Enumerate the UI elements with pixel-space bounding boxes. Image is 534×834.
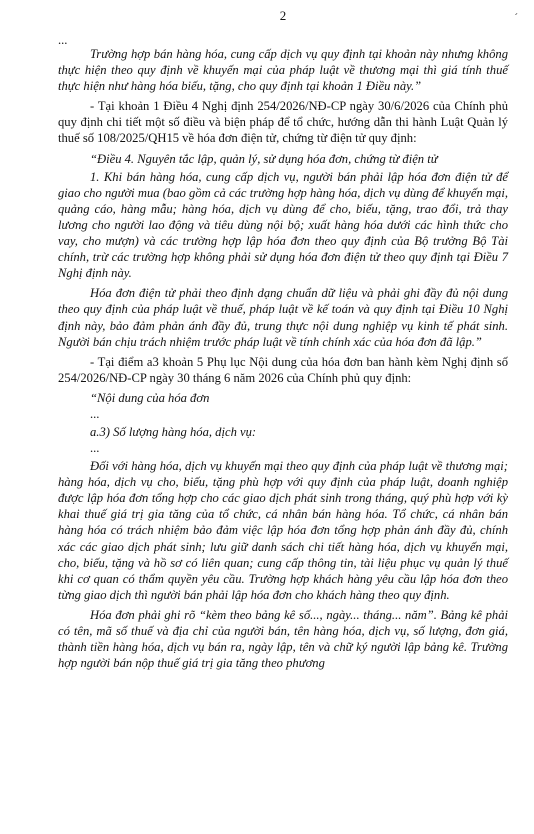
body-paragraph: - Tại khoản 1 Điều 4 Nghị định 254/2026/NĐ-CP ngày 30/6/2026 của Chính phủ quy định chi tiết một số điều và biện pháp để tổ chức, hướng dẫn thi hành Luật Quản lý thuế số 108/2025/QH15 về hóa đơn điện tử, chứng từ điện tử quy định: xyxy=(58,99,508,146)
quoted-paragraph: Hóa đơn phải ghi rõ “kèm theo bảng kê số..., ngày... tháng... năm”. Bảng kê phải có tên, mã số thuế và địa chỉ của người bán, tên hàng hóa, dịch vụ, số lượng, đơn giá, thành tiền hàng hóa, dịch vụ bán ra, ngày lập, tên và chữ ký người lập bảng kê. Trường hợp người bán nộp thuế giá trị gia tăng theo phương xyxy=(58,607,508,671)
body-paragraph: - Tại điểm a3 khoản 5 Phụ lục Nội dung của hóa đơn ban hành kèm Nghị định số 254/2026/NĐ-CP ngày 30 tháng 6 năm 2026 của Chính phủ quy định: xyxy=(58,354,508,385)
corner-mark: ˊ xyxy=(514,12,518,24)
quoted-paragraph: Trường hợp bán hàng hóa, cung cấp dịch vụ quy định tại khoản này nhưng không thực hiện theo quy định về khuyến mại của pháp luật về thương mại thì giá tính thuế thực hiện như hàng hóa biếu, tặng, cho quy định tại khoản 1 Điều này.” xyxy=(58,47,508,94)
ellipsis: ... xyxy=(90,406,100,421)
quoted-paragraph: 1. Khi bán hàng hóa, cung cấp dịch vụ, người bán phải lập hóa đơn điện tử để giao cho người mua (bao gồm cả các trường hợp hàng hóa, dịch vụ dùng để khuyến mại, quảng cáo, hàng mẫu; hàng hóa, dịch vụ dùng để cho, biếu, tặng, trao đổi, trả thay lương cho người lao động và tiêu dùng nội bộ; xuất hàng hóa dưới các hình thức cho vay, cho mượn) và các trường hợp lập hóa đơn theo quy định của Bộ trưởng Bộ Tài chính, trừ các trường hợp không phải sử dụng hóa đơn điện tử theo quy định tại Điều 7 Nghị định này. xyxy=(58,169,508,281)
item-heading: a.3) Số lượng hàng hóa, dịch vụ: xyxy=(90,424,257,439)
quoted-paragraph: Hóa đơn điện tử phải theo định dạng chuẩn dữ liệu và phải ghi đầy đủ nội dung theo quy định của pháp luật về thuế, pháp luật về kế toán và quy định tại Điều 10 Nghị định này, bảo đảm phản ánh đầy đủ, trung thực nội dung nghiệp vụ kinh tế phát sinh. Người bán chịu trách nhiệm trước pháp luật về tính chính xác của hóa đơn đã lập.” xyxy=(58,286,508,349)
article-heading: “Điều 4. Nguyên tắc lập, quản lý, sử dụng hóa đơn, chứng từ điện tử xyxy=(90,151,438,166)
ellipsis: ... xyxy=(58,33,68,47)
quoted-paragraph: Đối với hàng hóa, dịch vụ khuyến mại theo quy định của pháp luật về thương mại; hàng hóa, dịch vụ cho, biếu, tặng phù hợp với quy định của pháp luật, doanh nghiệp được lập hóa đơn tổng hợp cho các giao dịch phát sinh trong tháng, quý phù hợp với kỳ khai thuế giá trị gia tăng của tổ chức, cá nhân bán hàng hóa. Tổ chức, cá nhân bán hàng hóa có trách nhiệm bảo đảm việc lập hóa đơn tổng hợp phản ánh đầy đủ, chính xác các giao dịch phát sinh; lưu giữ danh sách chi tiết hàng hóa, dịch vụ khuyến mại, cho, biếu, tặng và hồ sơ có liên quan; cung cấp thông tin, tài liệu phục vụ quản lý thuế khi cơ quan có thẩm quyền yêu cầu. Trường hợp khách hàng yêu cầu lập hóa đơn theo từng giao dịch thì người bán phải lập hóa đơn cho khách hàng theo quy định. xyxy=(58,459,508,602)
section-heading: “Nội dung của hóa đơn xyxy=(90,390,210,405)
page-number: 2 xyxy=(279,8,287,23)
ellipsis: ... xyxy=(90,441,100,456)
